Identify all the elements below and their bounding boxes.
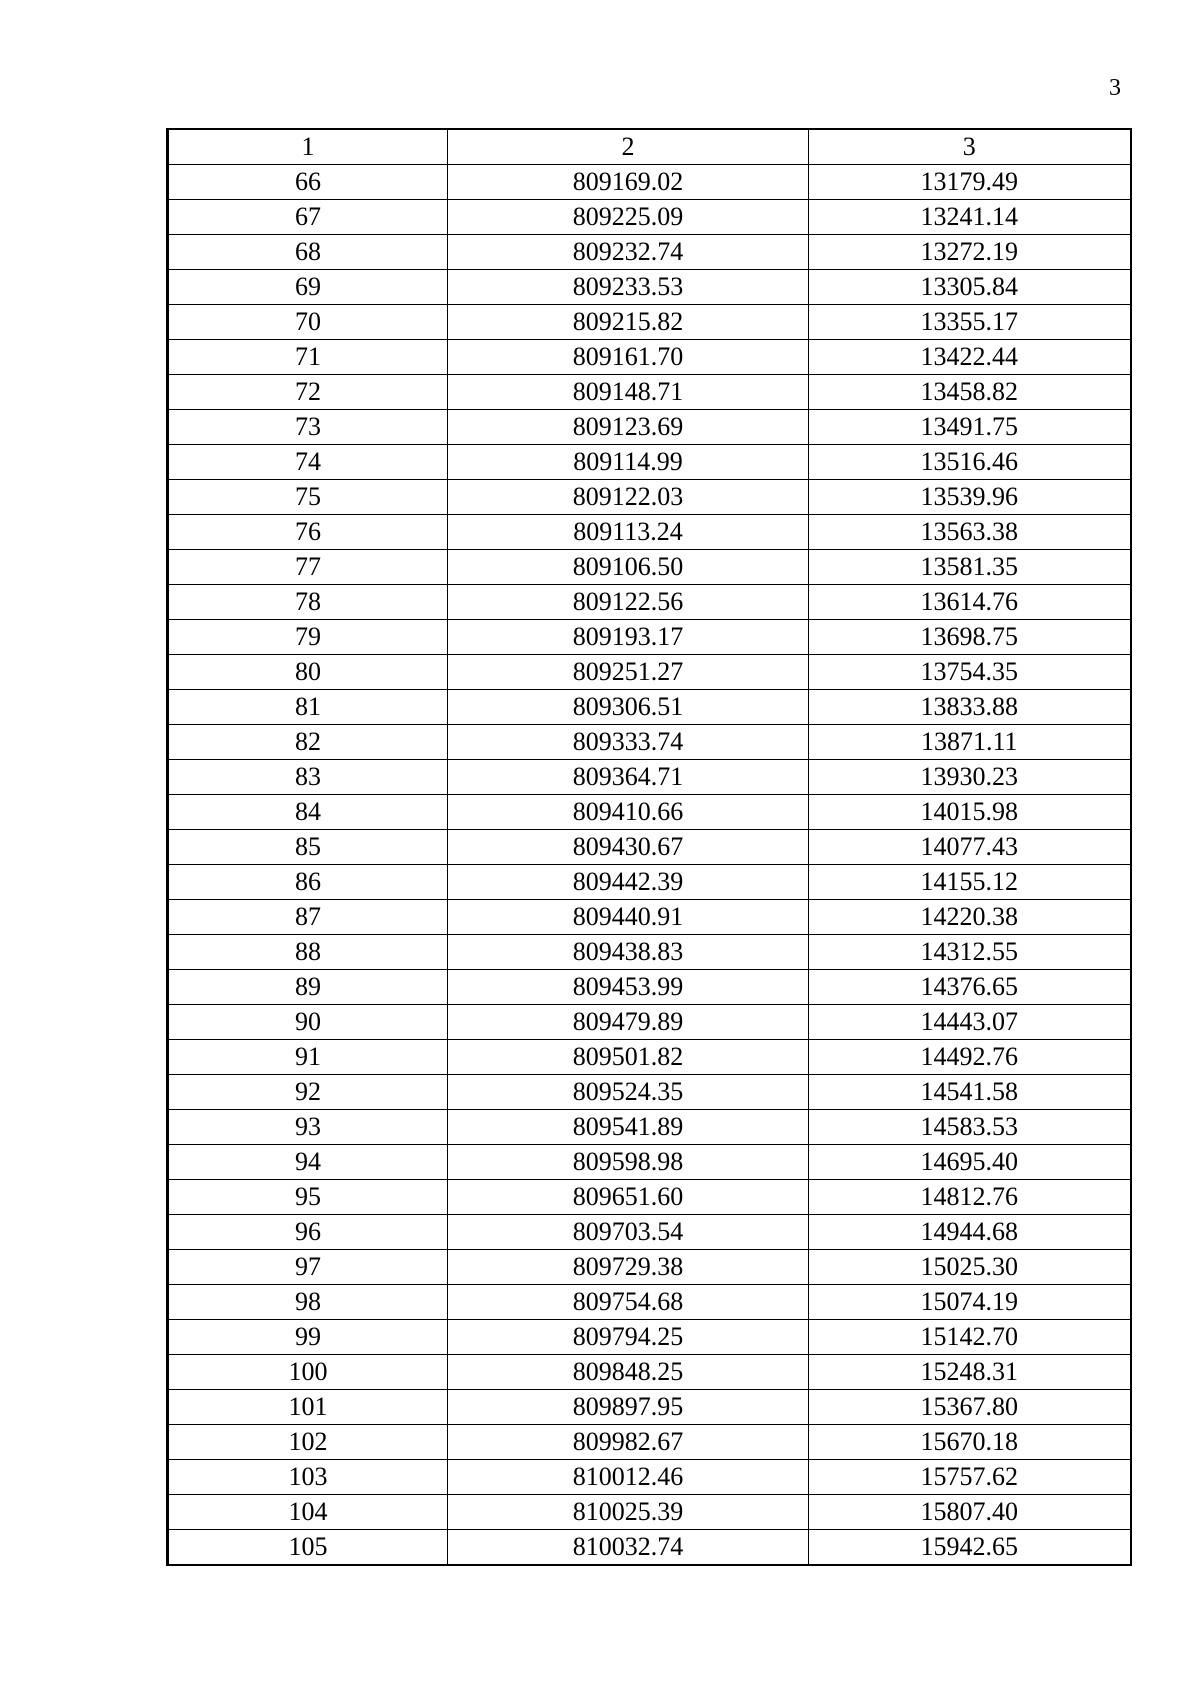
coordinate-y-cell: 13516.46	[809, 445, 1131, 480]
coordinate-x-cell: 809848.25	[448, 1355, 809, 1390]
coordinate-y-cell: 13539.96	[809, 480, 1131, 515]
table-body	[168, 165, 1131, 1566]
table-header	[168, 129, 1131, 165]
table-row	[168, 900, 1131, 935]
table-row	[168, 1110, 1131, 1145]
point-number-cell: 89	[168, 970, 448, 1005]
point-number-cell: 71	[168, 340, 448, 375]
table-row	[168, 1180, 1131, 1215]
coordinate-x-cell: 809453.99	[448, 970, 809, 1005]
point-number-cell: 74	[168, 445, 448, 480]
header-row	[168, 129, 1131, 165]
coordinate-x-cell: 809114.99	[448, 445, 809, 480]
coordinate-y-cell: 13458.82	[809, 375, 1131, 410]
coordinate-x-cell: 809479.89	[448, 1005, 809, 1040]
coordinate-y-cell: 14015.98	[809, 795, 1131, 830]
coordinate-y-cell: 15670.18	[809, 1425, 1131, 1460]
coordinate-y-cell: 14492.76	[809, 1040, 1131, 1075]
point-number-cell: 90	[168, 1005, 448, 1040]
table-row	[168, 375, 1131, 410]
table-row	[168, 305, 1131, 340]
header-col-2: 2	[448, 129, 809, 165]
point-number-cell: 76	[168, 515, 448, 550]
coordinate-x-cell: 809410.66	[448, 795, 809, 830]
table-row	[168, 165, 1131, 200]
table-row	[168, 515, 1131, 550]
coordinate-y-cell: 14695.40	[809, 1145, 1131, 1180]
coordinate-x-cell: 809215.82	[448, 305, 809, 340]
coordinate-x-cell: 810012.46	[448, 1460, 809, 1495]
table-row	[168, 1320, 1131, 1355]
coordinate-x-cell: 809897.95	[448, 1390, 809, 1425]
coordinates-table	[166, 128, 1132, 1566]
table-row	[168, 445, 1131, 480]
coordinate-x-cell: 809598.98	[448, 1145, 809, 1180]
coordinate-y-cell: 13422.44	[809, 340, 1131, 375]
point-number-cell: 68	[168, 235, 448, 270]
table-row	[168, 1390, 1131, 1425]
coordinate-x-cell: 809754.68	[448, 1285, 809, 1320]
coordinate-y-cell: 13871.11	[809, 725, 1131, 760]
table-row	[168, 1040, 1131, 1075]
coordinate-x-cell: 809982.67	[448, 1425, 809, 1460]
table-row	[168, 935, 1131, 970]
table-row	[168, 830, 1131, 865]
coordinate-y-cell: 15807.40	[809, 1495, 1131, 1530]
point-number-cell: 82	[168, 725, 448, 760]
coordinate-x-cell: 809524.35	[448, 1075, 809, 1110]
point-number-cell: 81	[168, 690, 448, 725]
table-row	[168, 865, 1131, 900]
table-row	[168, 340, 1131, 375]
coordinate-y-cell: 14376.65	[809, 970, 1131, 1005]
coordinate-y-cell: 13754.35	[809, 655, 1131, 690]
coordinate-y-cell: 14812.76	[809, 1180, 1131, 1215]
coordinate-y-cell: 14583.53	[809, 1110, 1131, 1145]
table-row	[168, 585, 1131, 620]
coordinate-y-cell: 13241.14	[809, 200, 1131, 235]
coordinate-x-cell: 809501.82	[448, 1040, 809, 1075]
point-number-cell: 93	[168, 1110, 448, 1145]
table-row	[168, 1285, 1131, 1320]
coordinate-x-cell: 809106.50	[448, 550, 809, 585]
coordinate-x-cell: 809113.24	[448, 515, 809, 550]
coordinate-y-cell: 13698.75	[809, 620, 1131, 655]
point-number-cell: 85	[168, 830, 448, 865]
coordinate-y-cell: 13930.23	[809, 760, 1131, 795]
table-row	[168, 1250, 1131, 1285]
coordinate-x-cell: 809306.51	[448, 690, 809, 725]
point-number-cell: 84	[168, 795, 448, 830]
coordinate-x-cell: 809193.17	[448, 620, 809, 655]
table-row	[168, 1215, 1131, 1250]
coordinate-y-cell: 13563.38	[809, 515, 1131, 550]
point-number-cell: 66	[168, 165, 448, 200]
coordinate-y-cell: 15367.80	[809, 1390, 1131, 1425]
point-number-cell: 105	[168, 1530, 448, 1566]
coordinate-x-cell: 809794.25	[448, 1320, 809, 1355]
point-number-cell: 100	[168, 1355, 448, 1390]
table-row	[168, 480, 1131, 515]
coordinate-y-cell: 14443.07	[809, 1005, 1131, 1040]
point-number-cell: 86	[168, 865, 448, 900]
point-number-cell: 77	[168, 550, 448, 585]
point-number-cell: 80	[168, 655, 448, 690]
point-number-cell: 83	[168, 760, 448, 795]
point-number-cell: 67	[168, 200, 448, 235]
coordinate-x-cell: 809169.02	[448, 165, 809, 200]
point-number-cell: 69	[168, 270, 448, 305]
coordinate-y-cell: 14541.58	[809, 1075, 1131, 1110]
point-number-cell: 70	[168, 305, 448, 340]
coordinate-x-cell: 809161.70	[448, 340, 809, 375]
coordinate-y-cell: 13614.76	[809, 585, 1131, 620]
coordinate-x-cell: 809123.69	[448, 410, 809, 445]
coordinate-x-cell: 809651.60	[448, 1180, 809, 1215]
point-number-cell: 92	[168, 1075, 448, 1110]
table-row	[168, 270, 1131, 305]
coordinate-y-cell: 14077.43	[809, 830, 1131, 865]
point-number-cell: 101	[168, 1390, 448, 1425]
table-row	[168, 200, 1131, 235]
coordinate-x-cell: 809440.91	[448, 900, 809, 935]
point-number-cell: 87	[168, 900, 448, 935]
coordinate-y-cell: 13491.75	[809, 410, 1131, 445]
coordinate-y-cell: 15757.62	[809, 1460, 1131, 1495]
point-number-cell: 75	[168, 480, 448, 515]
table-row	[168, 620, 1131, 655]
table-row	[168, 1075, 1131, 1110]
table-row	[168, 1460, 1131, 1495]
coordinate-x-cell: 809225.09	[448, 200, 809, 235]
coordinate-x-cell: 809122.56	[448, 585, 809, 620]
coordinate-y-cell: 13305.84	[809, 270, 1131, 305]
point-number-cell: 94	[168, 1145, 448, 1180]
table-row	[168, 795, 1131, 830]
coordinate-x-cell: 809233.53	[448, 270, 809, 305]
point-number-cell: 95	[168, 1180, 448, 1215]
table-row	[168, 1530, 1131, 1566]
coordinate-x-cell: 810025.39	[448, 1495, 809, 1530]
coordinate-x-cell: 809438.83	[448, 935, 809, 970]
coordinate-y-cell: 15074.19	[809, 1285, 1131, 1320]
table-row	[168, 235, 1131, 270]
coordinate-x-cell: 809148.71	[448, 375, 809, 410]
coordinate-x-cell: 809703.54	[448, 1215, 809, 1250]
table-row	[168, 1495, 1131, 1530]
coordinate-x-cell: 809232.74	[448, 235, 809, 270]
point-number-cell: 91	[168, 1040, 448, 1075]
coordinate-y-cell: 13272.19	[809, 235, 1131, 270]
coordinate-y-cell: 13833.88	[809, 690, 1131, 725]
page-number: 3	[1109, 75, 1121, 101]
point-number-cell: 99	[168, 1320, 448, 1355]
header-col-3: 3	[809, 129, 1131, 165]
point-number-cell: 102	[168, 1425, 448, 1460]
coordinate-x-cell: 809122.03	[448, 480, 809, 515]
coordinate-x-cell: 809442.39	[448, 865, 809, 900]
table-row	[168, 550, 1131, 585]
coordinate-x-cell: 809364.71	[448, 760, 809, 795]
table-row	[168, 1425, 1131, 1460]
point-number-cell: 72	[168, 375, 448, 410]
table-row	[168, 1145, 1131, 1180]
point-number-cell: 103	[168, 1460, 448, 1495]
coordinate-x-cell: 809333.74	[448, 725, 809, 760]
table-row	[168, 1355, 1131, 1390]
point-number-cell: 96	[168, 1215, 448, 1250]
table-row	[168, 410, 1131, 445]
coordinate-y-cell: 13179.49	[809, 165, 1131, 200]
coordinate-y-cell: 15248.31	[809, 1355, 1131, 1390]
coordinate-y-cell: 14312.55	[809, 935, 1131, 970]
table-row	[168, 655, 1131, 690]
point-number-cell: 104	[168, 1495, 448, 1530]
coordinate-y-cell: 14155.12	[809, 865, 1131, 900]
point-number-cell: 78	[168, 585, 448, 620]
header-col-1: 1	[168, 129, 448, 165]
coordinate-x-cell: 810032.74	[448, 1530, 809, 1566]
coordinate-y-cell: 15942.65	[809, 1530, 1131, 1566]
coordinate-y-cell: 13355.17	[809, 305, 1131, 340]
table-row	[168, 690, 1131, 725]
table-row	[168, 970, 1131, 1005]
coordinate-x-cell: 809251.27	[448, 655, 809, 690]
point-number-cell: 73	[168, 410, 448, 445]
table-row	[168, 760, 1131, 795]
point-number-cell: 88	[168, 935, 448, 970]
coordinate-x-cell: 809430.67	[448, 830, 809, 865]
point-number-cell: 98	[168, 1285, 448, 1320]
point-number-cell: 97	[168, 1250, 448, 1285]
coordinate-y-cell: 14944.68	[809, 1215, 1131, 1250]
point-number-cell: 79	[168, 620, 448, 655]
coordinate-x-cell: 809729.38	[448, 1250, 809, 1285]
coordinate-y-cell: 15142.70	[809, 1320, 1131, 1355]
table-row	[168, 725, 1131, 760]
coordinate-y-cell: 14220.38	[809, 900, 1131, 935]
coordinate-y-cell: 13581.35	[809, 550, 1131, 585]
table-row	[168, 1005, 1131, 1040]
coordinate-x-cell: 809541.89	[448, 1110, 809, 1145]
coordinate-y-cell: 15025.30	[809, 1250, 1131, 1285]
